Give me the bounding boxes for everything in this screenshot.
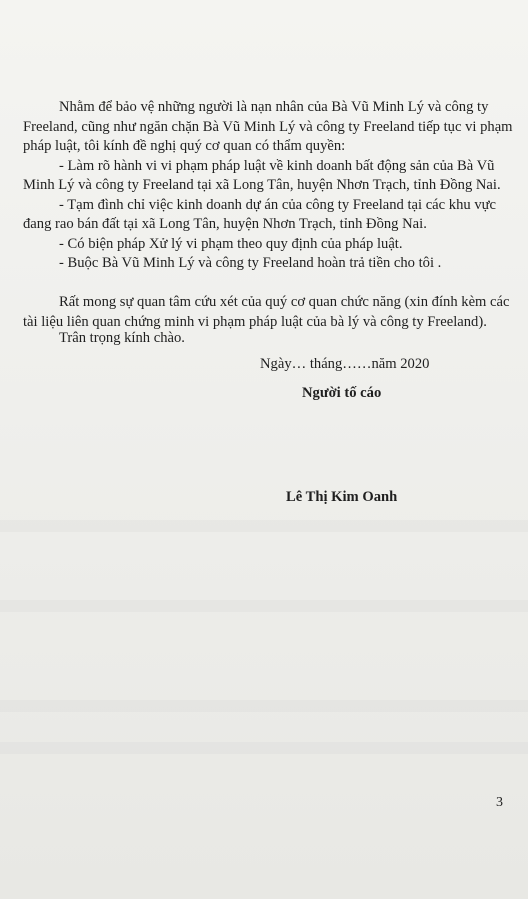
request-item-line: - Làm rõ hành vi vi phạm pháp luật về kinh doanh bất động sản của Bà Vũ <box>59 157 495 174</box>
signer-name: Lê Thị Kim Oanh <box>286 489 398 505</box>
text-line: Rất mong sự quan tâm cứu xét của quý cơ quan chức năng (xin đính kèm các <box>59 294 510 310</box>
text-line: Freeland, cũng như ngăn chặn Bà Vũ Minh Lý và công ty Freeland tiếp tục vi phạm <box>23 118 513 135</box>
text-line: pháp luật, tôi kính đề nghị quý cơ quan có thẩm quyền: <box>23 138 346 154</box>
show-through-shadow <box>0 520 528 532</box>
text-line: Nhằm để bảo vệ những người là nạn nhân của Bà Vũ Minh Lý và công ty <box>59 99 489 115</box>
request-item-line: đang rao bán đất tại xã Long Tân, huyện Nhơn Trạch, tỉnh Đồng Nai. <box>23 216 427 232</box>
request-item-line: Minh Lý và công ty Freeland tại xã Long Tân, huyện Nhơn Trạch, tỉnh Đồng Nai. <box>23 177 501 193</box>
show-through-shadow <box>0 600 528 612</box>
greeting-text: Trân trọng kính chào. <box>59 330 185 346</box>
request-paragraph <box>23 98 513 274</box>
request-item-line: - Buộc Bà Vũ Minh Lý và công ty Freeland hoàn trả tiền cho tôi . <box>59 255 442 271</box>
signer-title: Người tố cáo <box>302 385 382 401</box>
text-line: tài liệu liên quan chứng minh vi phạm pháp luật của bà lý và công ty Freeland). <box>23 313 487 330</box>
request-item-line: - Có biện pháp Xử lý vi phạm theo quy định của pháp luật. <box>59 235 403 252</box>
date-line: Ngày… tháng……năm 2020 <box>260 356 430 372</box>
closing-paragraph <box>23 293 510 332</box>
page-number: 3 <box>496 795 503 810</box>
request-item-line: - Tạm đình chỉ việc kinh doanh dự án của công ty Freeland tại các khu vực <box>59 196 497 213</box>
show-through-shadow <box>0 700 528 712</box>
show-through-shadow <box>0 742 528 754</box>
